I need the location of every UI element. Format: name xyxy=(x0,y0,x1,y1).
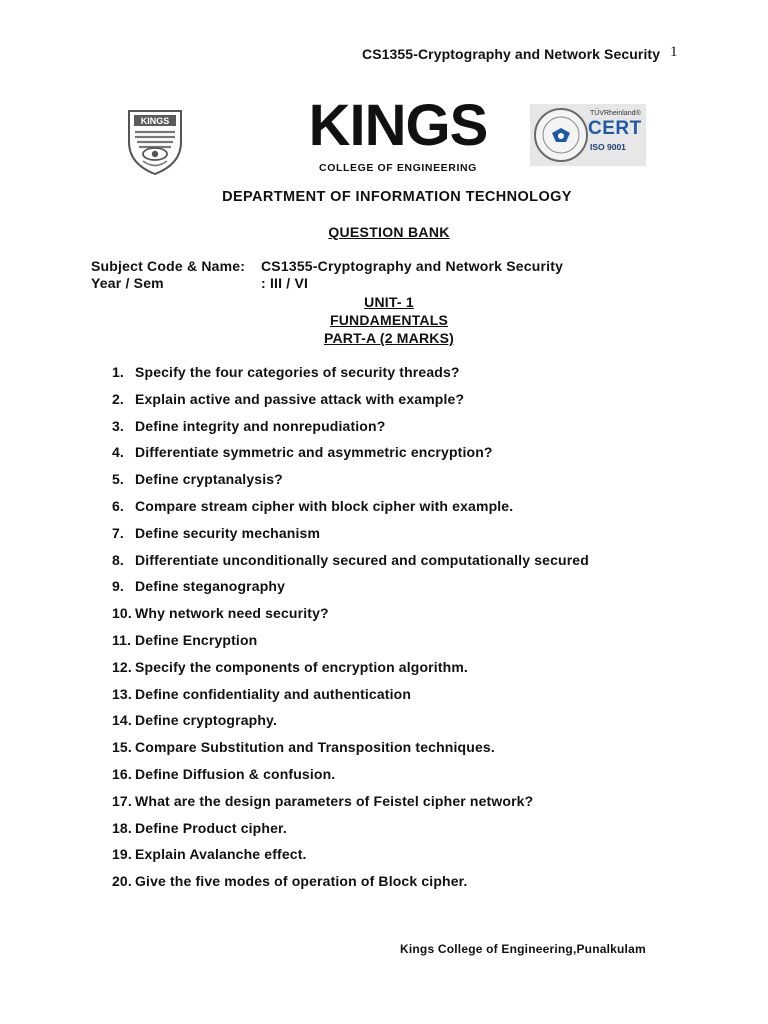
question-number: 13. xyxy=(112,685,132,702)
question-text: Define integrity and nonrepudiation? xyxy=(135,417,386,434)
question-number: 19. xyxy=(112,846,132,863)
question-text: What are the design parameters of Feistel cipher network? xyxy=(135,792,534,809)
question-number: 10. xyxy=(112,605,132,622)
question-item xyxy=(112,552,589,579)
question-text: Specify the four categories of security threads? xyxy=(135,364,460,380)
question-text: Compare Substitution and Transposition techniques. xyxy=(135,739,495,756)
question-text: Define Product cipher. xyxy=(135,819,287,836)
question-number: 6. xyxy=(112,497,124,514)
question-list xyxy=(112,364,589,900)
question-number: 3. xyxy=(112,417,124,434)
subject-label: Subject Code & Name: xyxy=(91,258,246,274)
question-number: 15. xyxy=(112,739,132,756)
question-text: Differentiate unconditionally secured and computationally secured xyxy=(135,551,589,568)
question-item xyxy=(112,659,589,686)
question-item xyxy=(112,578,589,605)
question-text: Explain Avalanche effect. xyxy=(135,846,307,863)
tuv-seal-icon xyxy=(532,106,590,164)
question-number: 18. xyxy=(112,819,132,836)
question-number: 20. xyxy=(112,873,132,890)
unit-heading: UNIT- 1 xyxy=(364,294,414,310)
question-item xyxy=(112,364,589,391)
question-text: Define steganography xyxy=(135,578,286,595)
question-item xyxy=(112,793,589,820)
part-heading: PART-A (2 MARKS) xyxy=(324,330,454,346)
question-item xyxy=(112,418,589,445)
question-number: 14. xyxy=(112,712,132,729)
cert-label: CERT xyxy=(588,118,642,139)
question-number: 16. xyxy=(112,765,132,782)
question-text: Compare stream cipher with block cipher with example. xyxy=(135,497,514,514)
question-text: Why network need security? xyxy=(135,605,329,622)
year-sem-value: : III / VI xyxy=(261,275,309,291)
question-number: 4. xyxy=(112,444,124,461)
question-number: 9. xyxy=(112,578,124,595)
question-item xyxy=(112,605,589,632)
question-text: Explain active and passive attack with example? xyxy=(135,390,465,407)
department-title: DEPARTMENT OF INFORMATION TECHNOLOGY xyxy=(222,189,572,205)
question-item xyxy=(112,498,589,525)
question-number: 7. xyxy=(112,524,124,541)
document-type: QUESTION BANK xyxy=(328,224,450,240)
question-number: 11. xyxy=(112,631,132,648)
question-item xyxy=(112,820,589,847)
question-item xyxy=(112,391,589,418)
college-name: KINGS xyxy=(308,93,488,158)
college-crest-icon xyxy=(126,108,184,176)
question-text: Define confidentiality and authentication xyxy=(135,685,412,702)
year-sem-row xyxy=(91,275,308,291)
page-number: 1 xyxy=(670,44,678,60)
question-text: Specify the components of encryption algorithm. xyxy=(135,658,468,675)
question-text: Define Encryption xyxy=(135,631,258,648)
question-item xyxy=(112,766,589,793)
college-brand xyxy=(300,92,496,174)
subject-row xyxy=(91,258,563,274)
question-number: 12. xyxy=(112,658,132,675)
question-item xyxy=(112,525,589,552)
question-text: Define cryptanalysis? xyxy=(135,471,283,488)
cert-standard: ISO 9001 xyxy=(590,142,626,152)
question-item xyxy=(112,712,589,739)
question-item xyxy=(112,846,589,873)
question-number: 8. xyxy=(112,551,124,568)
year-sem-label: Year / Sem xyxy=(91,275,164,291)
question-item xyxy=(112,632,589,659)
certification-badge xyxy=(530,104,646,166)
question-text: Differentiate symmetric and asymmetric encryption? xyxy=(135,444,493,461)
question-number: 17. xyxy=(112,792,132,809)
question-item xyxy=(112,686,589,713)
topic-heading: FUNDAMENTALS xyxy=(329,312,449,328)
question-item xyxy=(112,739,589,766)
college-subtitle: COLLEGE OF ENGINEERING xyxy=(319,162,477,174)
question-text: Give the five modes of operation of Block cipher. xyxy=(135,873,468,890)
crest-text: KINGS xyxy=(140,116,170,126)
page-footer: Kings College of Engineering,Punalkulam xyxy=(400,942,646,956)
question-number: 1. xyxy=(112,364,124,380)
question-number: 5. xyxy=(112,471,124,488)
question-text: Define security mechanism xyxy=(135,524,321,541)
question-item xyxy=(112,471,589,498)
question-item xyxy=(112,873,589,900)
cert-brand: TÜVRheinland® xyxy=(590,110,641,117)
question-item xyxy=(112,444,589,471)
question-number: 2. xyxy=(112,390,124,407)
subject-value: CS1355-Cryptography and Network Security xyxy=(261,258,564,274)
running-header: CS1355-Cryptography and Network Security xyxy=(362,46,661,62)
question-text: Define Diffusion & confusion. xyxy=(135,765,336,782)
question-text: Define cryptography. xyxy=(135,712,277,729)
